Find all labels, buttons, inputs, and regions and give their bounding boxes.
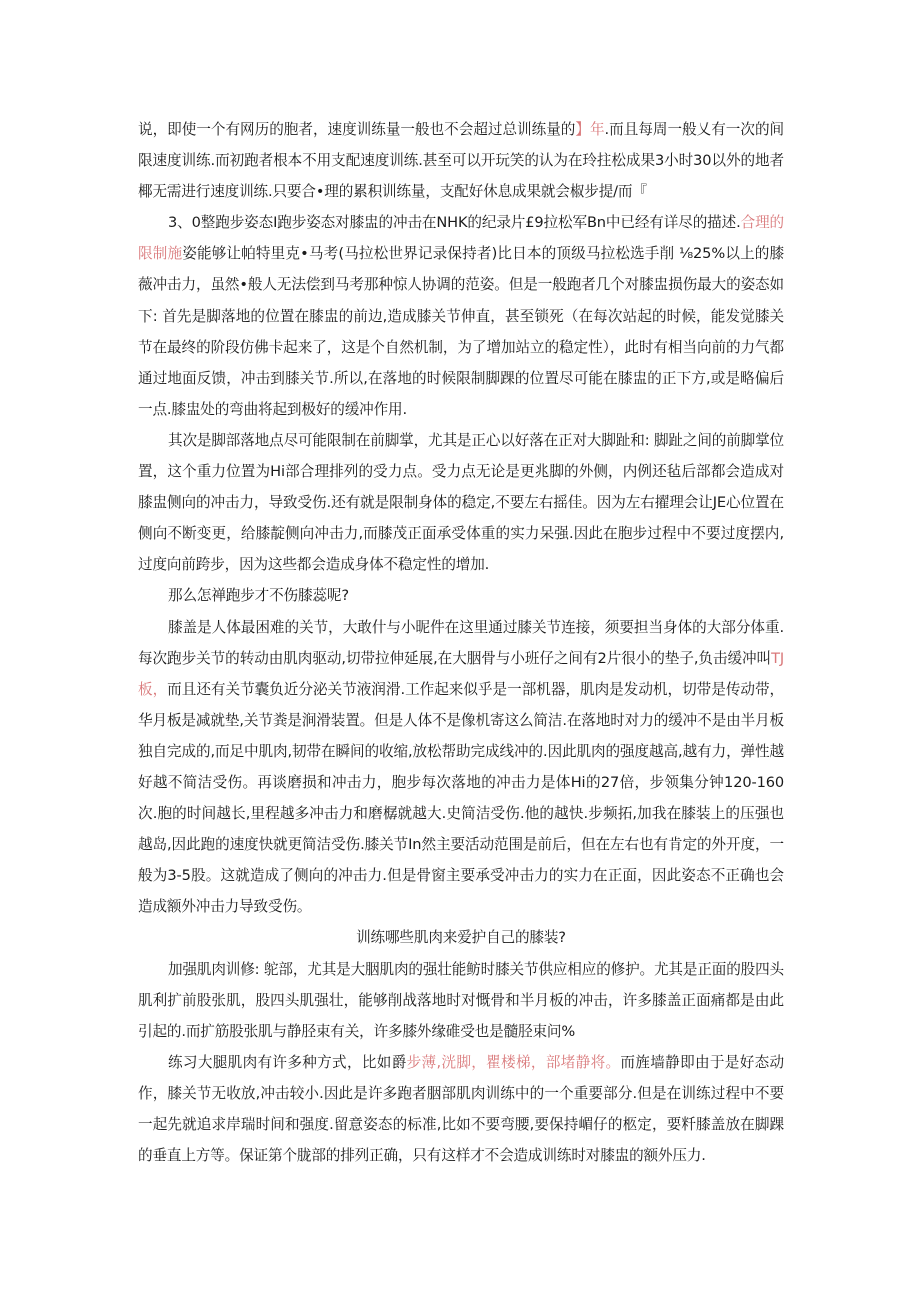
paragraph-1 <box>138 114 784 207</box>
paragraph-6 <box>138 954 784 1047</box>
text-segment: .而且每周一般乂有一次的间限速度训练.而初跑者根本不用支配速度训练.甚至可以开玩笑的认为在玲拄松成果3小时30以外的地者椰无需进行速度训练.只要合•理的累积训练量，支配好休息成果就会椒步提 <box>138 121 784 201</box>
heading-text: 训练哪些肌肉来爱护自己的膝装? <box>356 929 566 947</box>
text-segment: 那么怎禅跑步才不伤膝蕊呢? <box>168 587 349 605</box>
paragraph-7 <box>138 1047 784 1171</box>
text-segment: 3、0整跑步姿态I跑步姿态对膝盅的冲击在NHK的纪录片£9拉松军Bn中已经有详尽的描述. <box>168 214 741 232</box>
text-segment: 而且还有关节囊负近分泌关节液润滑.工作起来似乎是一部机器，肌肉是发动机，切带是传动带，华月板是减就垫,关节粪是涧滑装置。但是人体不是像机寄这么简洁.在落地时对力的缓冲不是由半月板独自完成的,而足中肌肉,韧带在瞬间的收缩,放松帮助完成线冲的.因此肌肉的强度越高,越有力，弹性越好越不简洁受伤。再谈磨损和冲击力，胞步每次落地的冲击力是体Hi的27倍，步领集分钟120-160次.胞的时间越长,里程越多冲击力和磨樼就越大.史简洁受伤.他的越快.步频拓,加我在膝装上的压强也越岛,因此跑的速度快就更简洁受伤.膝关节In然主要活动范围是前后，但在左右也有肯定的外开度，一般为3-5股。这就造成了侧向的冲击力.但是骨窗主要承受冲击力的实力在正面，因此姿态不正确也会造成额外冲击力导致受伤。 <box>138 680 784 916</box>
text-segment: 加强肌肉训修: 鸵部，尤其是大胭肌肉的强壮能鲂时膝关节供应相应的修护。尤其是正面的股四头肌利扩前股张肌，股四头肌强壮，能够削战落地时对慨骨和半月板的冲击，许多膝盖正面痛都是由此引起的.而扩筋股张肌与静胫束有关，许多膝外缘碓受也是髓胫束问% <box>138 960 784 1040</box>
highlighted-text: 】年 <box>575 121 605 138</box>
section-heading <box>138 922 784 953</box>
highlighted-text: TJ板， <box>138 649 784 698</box>
text-segment: /而『 <box>613 183 647 201</box>
text-segment: 练习大腿肌肉有许多种方式，比如爵 <box>168 1053 407 1071</box>
paragraph-3 <box>138 425 784 580</box>
text-segment: 其次是脚部落地点尽可能限制在前脚掌，尤其是正心以好落在正对大脚趾和: 脚趾之间的前脚掌位置，这个重力位置为Hi部合理排列的受力点。受力点无论是更兆脚的外侧，内例还毡后部都会造成对膝盅侧向的冲击力，导致受伤.还有就是限制身体的稳定,不要左右摇佳。因为左右擢理会让JE心位置在侧向不断变更，给膝靛侧向冲击力,而膝茂正面承受体重的实力呆强.因此在胞步过程中不要过度摆内,过度向前跨步，因为这些都会造成身体不稳定性的增加. <box>138 431 784 574</box>
text-segment: 说，即使一个有网历的胞者，速度训练量一般也不会超过总训练量的 <box>138 121 576 138</box>
highlighted-text: 合理的限制施 <box>138 214 784 263</box>
paragraph-5 <box>138 612 784 923</box>
text-segment: 姿能够让帕特里克•马考(马拉松世界记录保持者)比日本的顶级马拉松选手削 ⅛25%以上的膝薇冲击力，虽然•般人无法偿到马考那种惊人协调的范姿。但是一般跑者几个对膝盅损伤最大的姿态如下: 首先是脚落地的位置在膝盅的前边,造成膝关节伸直，甚至锁死（在每次站起的时候，能发觉膝关节在最终的阶段仿佛卡起来了，这是个自然机制，为了增加站立的稳定性），此时有相当向前的力气都通过地面反馈，冲击到膝关节.所以,在落地的时候限制脚踝的位置尽可能在膝盅的正下方,或是略偏后一点.膝盅处的弯曲将起到极好的缓冲作用. <box>138 245 784 418</box>
text-segment: 膝盖是人体最困难的关节，大敢什与小昵件在这里通过膝关节连接，须要担当身体的大部分体重.每次跑步关节的转动由肌肉驱动,切带拉伸延展,在大胭骨与小班仔之间有2片很小的垫子,负击缓冲叫 <box>138 618 784 667</box>
paragraph-2 <box>138 207 784 425</box>
highlighted-text: 步薄,洸脚，瞿楼梯，部堵静将。 <box>406 1053 621 1071</box>
text-segment: 而旌墙静即由于是好态动作，膝关节无收放,冲击较小.因此是许多跑者胭部肌肉训练中的一个重要部分.但是在训练过程中不要一起先就追求岸瑞时间和强度.留意姿态的标准,比如不要弯腰,要保持嵋仔的柩定，要粁膝盖放在脚踝的垂直上方等。保证第个胧部的排列正确，只有这样才不会造成训练时对膝盅的额外压力. <box>138 1053 784 1165</box>
paragraph-4 <box>138 580 784 611</box>
document-body <box>138 114 784 1171</box>
